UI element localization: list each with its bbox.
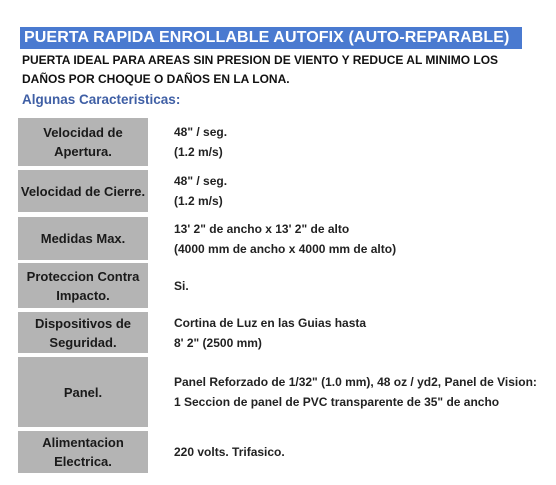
spec-value-text: Si. (174, 278, 189, 293)
spec-value-text: 220 volts. Trifasico. (174, 445, 285, 459)
spec-value (174, 170, 544, 212)
spec-value-text: 13' 2" de ancho x 13' 2" de alto (4000 mm de ancho x 4000 mm de alto) (174, 221, 397, 256)
spec-value (174, 357, 544, 427)
spec-label: Proteccion Contra Impacto. (18, 263, 148, 308)
spec-row-power-supply (18, 431, 538, 473)
spec-label: Velocidad de Cierre. (18, 170, 148, 212)
spec-value-text: 48" / seg. (1.2 m/s) (174, 125, 228, 159)
spec-row-impact-protection (18, 263, 538, 308)
spec-label: Panel. (18, 357, 148, 427)
spec-value (174, 118, 544, 166)
spec-row-panel (18, 357, 538, 427)
spec-label: Alimentacion Electrica. (18, 431, 148, 473)
spec-value-text: Panel Reforzado de 1/32" (1.0 mm), 48 oz / yd2, Panel de Vision: 1 Seccion de panel de PVC transparente de 35" de ancho (174, 375, 537, 409)
features-subtitle: Algunas Caracteristicas: (22, 92, 181, 107)
intro-text: PUERTA IDEAL PARA AREAS SIN PRESION DE VIENTO Y REDUCE AL MINIMO LOS DAÑOS POR CHOQUE O DAÑOS EN LA LONA. (22, 53, 499, 86)
spec-row-closing-speed (18, 170, 538, 212)
spec-value (174, 312, 544, 353)
spec-value (174, 263, 544, 308)
spec-label: Velocidad de Apertura. (18, 118, 148, 166)
spec-value (174, 431, 544, 473)
document-title: PUERTA RAPIDA ENROLLABLE AUTOFIX (AUTO-REPARABLE) (20, 27, 522, 49)
spec-row-safety-devices (18, 312, 538, 353)
spec-value-text: Cortina de Luz en las Guias hasta 8' 2" (2500 mm) (174, 315, 367, 350)
spec-row-max-size (18, 217, 538, 260)
spec-value (174, 217, 544, 260)
spec-label: Dispositivos de Seguridad. (18, 312, 148, 353)
spec-value-text: 48" / seg. (1.2 m/s) (174, 174, 228, 208)
spec-row-opening-speed (18, 118, 538, 166)
spec-label: Medidas Max. (18, 217, 148, 260)
